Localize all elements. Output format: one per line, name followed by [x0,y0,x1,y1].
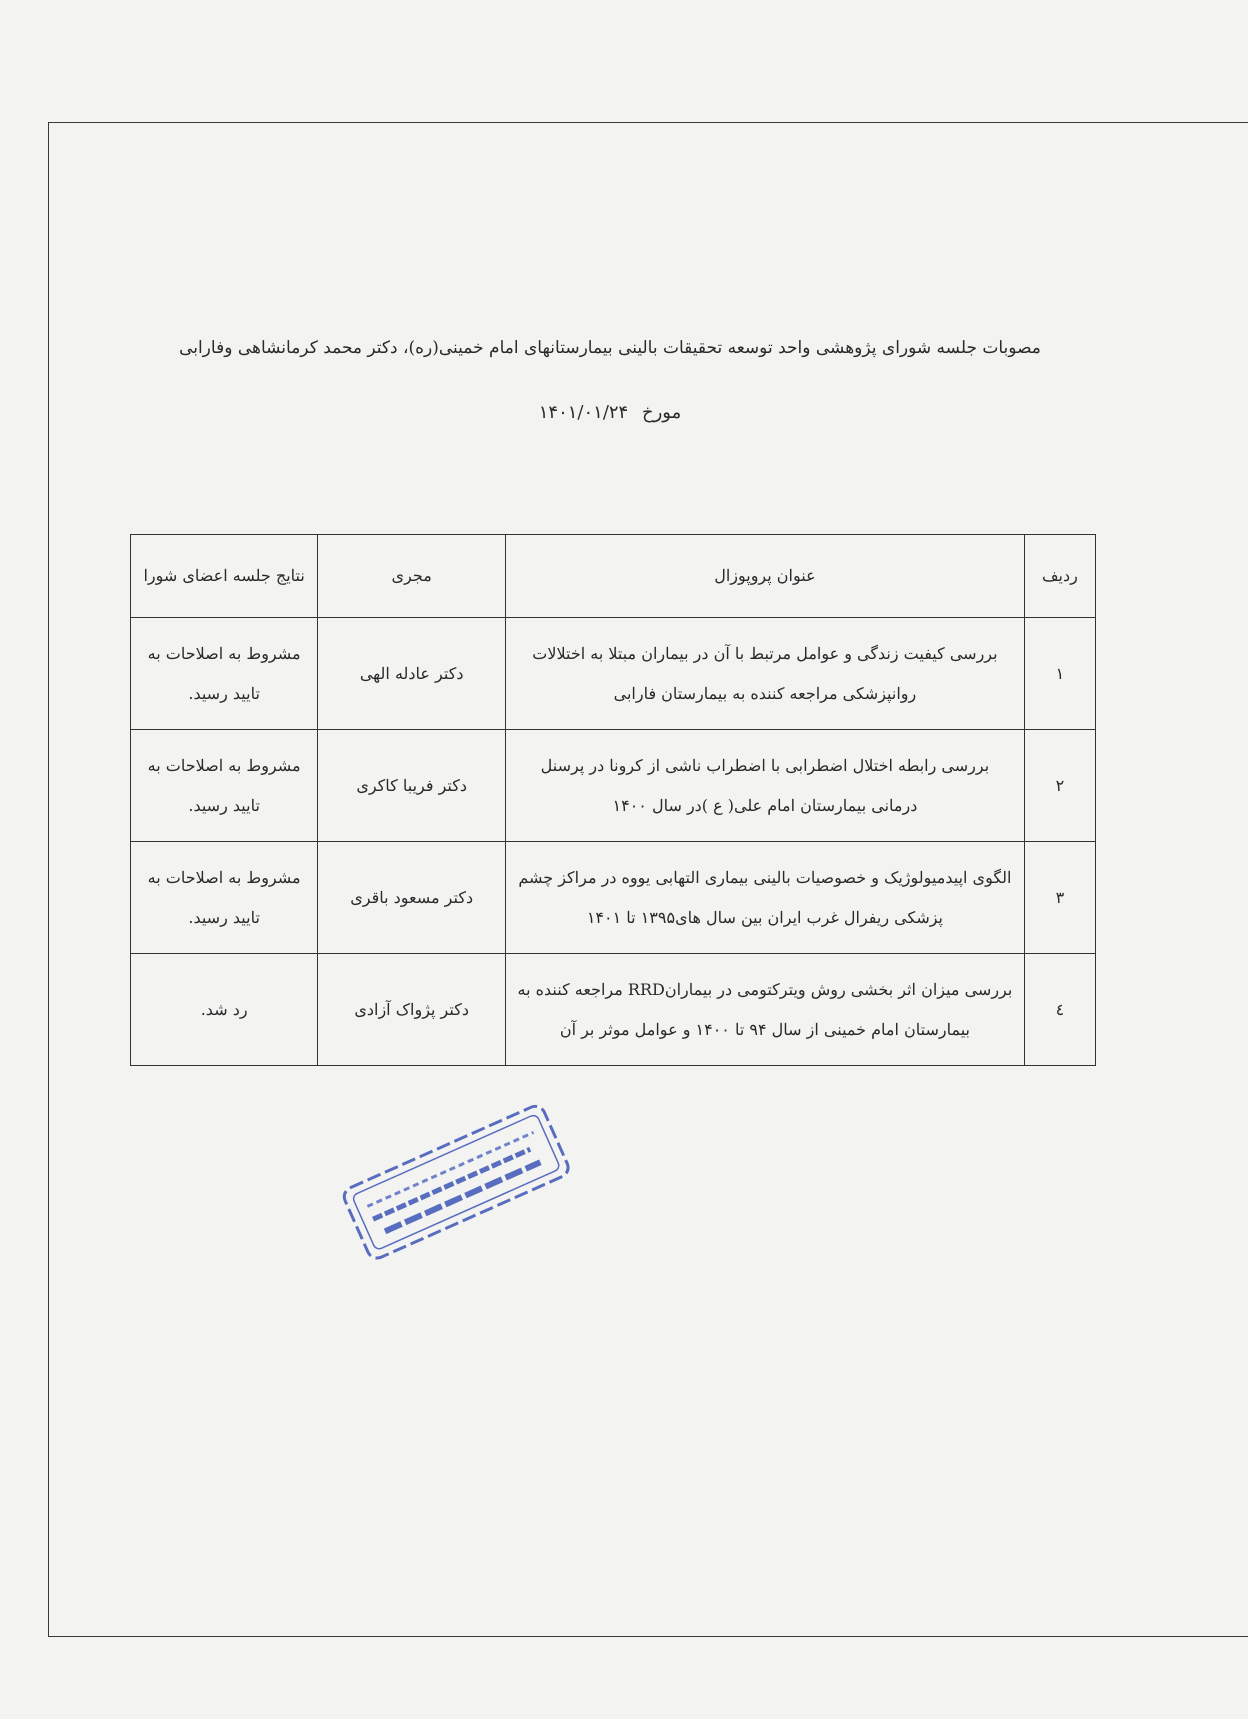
cell-proposal-title: بررسی رابطه اختلال اضطرابی با اضطراب ناشی از کرونا در پرسنل درمانی بیمارستان امام علی( ع )در سال ۱۴۰۰ [506,730,1025,842]
proposals-table [130,534,1096,1066]
cell-council-result: رد شد. [131,954,318,1066]
document-title: مصوبات جلسه شورای پژوهشی واحد توسعه تحقیقات بالینی بیمارستانهای امام خمینی(ره)، دکتر محمد کرمانشاهی وفارابی [179,338,1041,358]
date-label: مورخ [641,402,682,423]
date-value: ۱۴۰۱/۰۱/۲۴ [538,402,629,423]
cell-row-number: ٤ [1024,954,1095,1066]
header-row-number: ردیف [1024,535,1095,618]
cell-executor: دکتر مسعود باقری [318,842,506,954]
cell-executor: دکتر پژواک آزادی [318,954,506,1066]
table-header-row [131,535,1096,618]
cell-council-result: مشروط به اصلاحات به تایید رسید. [131,842,318,954]
cell-executor: دکتر عادله الهی [318,618,506,730]
header-council-result: نتایج جلسه اعضای شورا [131,535,318,618]
cell-executor: دکتر فریبا کاکری [318,730,506,842]
table-row [131,618,1096,730]
table-row [131,954,1096,1066]
cell-council-result: مشروط به اصلاحات به تایید رسید. [131,618,318,730]
cell-council-result: مشروط به اصلاحات به تایید رسید. [131,730,318,842]
cell-row-number: ۱ [1024,618,1095,730]
cell-proposal-title: الگوی اپیدمیولوژیک و خصوصیات بالینی بیماری التهابی یووه در مراکز چشم پزشکی ریفرال غرب ایران بین سال های۱۳۹۵ تا ۱۴۰۱ [506,842,1025,954]
cell-row-number: ۲ [1024,730,1095,842]
table-row [131,730,1096,842]
header-executor: مجری [318,535,506,618]
cell-proposal-title: بررسی میزان اثر بخشی روش ویترکتومی در بیمارانRRD مراجعه کننده به بیمارستان امام خمینی از سال ۹۴ تا ۱۴۰۰ و عوامل موثر بر آن [506,954,1025,1066]
header-proposal-title: عنوان پروپوزال [506,535,1025,618]
document-date [460,402,760,423]
table-row [131,842,1096,954]
cell-row-number: ۳ [1024,842,1095,954]
cell-proposal-title: بررسی کیفیت زندگی و عوامل مرتبط با آن در بیماران مبتلا به اختلالات روانپزشکی مراجعه کننده به بیمارستان فارابی [506,618,1025,730]
